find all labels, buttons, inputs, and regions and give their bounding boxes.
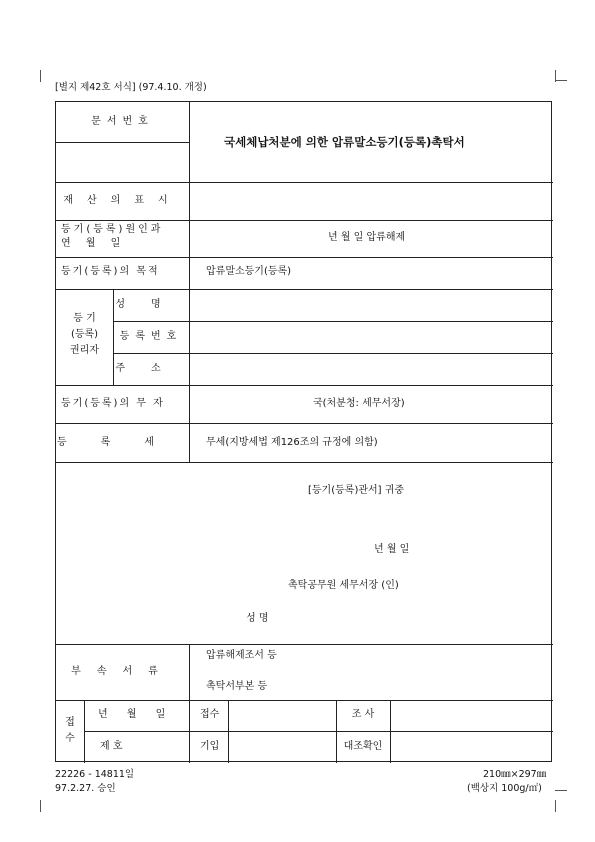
obligor-value: 국(처분청: 세무서장)	[313, 398, 405, 409]
tax-label: 등록세	[57, 437, 188, 448]
crop-mark	[40, 800, 41, 812]
tax-value: 무세(지방세법 제126조의 규정에 의함)	[206, 437, 378, 448]
form-title: 국세체납처분에 의한 압류말소등기(등록)촉탁서	[224, 135, 465, 149]
commission-form	[55, 101, 552, 762]
survey-label: 조 사	[351, 709, 375, 720]
purpose-label: 등기(등록)의 목적	[61, 266, 160, 277]
footer-code: 22226 - 14811일	[55, 769, 135, 780]
holder-regno-label: 등록번호	[119, 331, 183, 342]
receipt-label: 접수	[200, 709, 220, 720]
purpose-value: 압류말소등기(등록)	[206, 266, 292, 277]
crop-mark	[40, 70, 41, 82]
crop-mark	[555, 790, 567, 791]
attachment-item: 압류해제조서 등	[206, 650, 277, 661]
obligor-label: 등기(등록)의 무 자	[61, 398, 165, 409]
holder-label-3: 권리자	[70, 345, 99, 356]
attachments-label: 부속서류	[71, 666, 174, 677]
doc-number-label: 문서번호	[91, 116, 154, 127]
footer-size: 210㎜×297㎜	[483, 769, 547, 780]
footer-approved: 97.2.27. 승인	[55, 783, 116, 794]
commissioning-official: 촉탁공무원 세무서장 (인)	[288, 580, 399, 591]
holder-name-label: 성명	[115, 299, 187, 310]
request-date: 년 월 일	[374, 544, 410, 555]
holder-label-2: (등록)	[70, 329, 99, 340]
crop-mark	[555, 800, 556, 812]
cause-label: 등기(등록)원인과	[61, 224, 164, 235]
property-label: 재산의표시	[63, 195, 182, 206]
footer-paper: (백상지 100g/㎡)	[467, 783, 542, 794]
addressee: [등기(등록)관서] 귀중	[308, 485, 405, 496]
attachment-item: 촉탁서부본 등	[206, 681, 268, 692]
receipt-side-label: 수	[65, 733, 75, 744]
holder-label-1: 등 기	[73, 313, 96, 324]
cause-date-label: 연 월 일	[61, 238, 127, 249]
entry-label: 기입	[200, 741, 220, 752]
crop-mark	[555, 80, 567, 81]
check-label: 대조확인	[343, 741, 383, 752]
holder-addr-label: 주소	[115, 363, 187, 374]
form-number: [별지 제42호 서식] (97.4.10. 개정)	[55, 82, 207, 93]
receipt-no-label: 제 호	[100, 741, 123, 752]
official-name: 성 명	[246, 613, 269, 624]
receipt-side-label: 접	[65, 717, 75, 728]
receipt-date-label: 년 월 일	[98, 709, 174, 720]
cause-value: 년 월 일 압류해제	[328, 232, 406, 243]
